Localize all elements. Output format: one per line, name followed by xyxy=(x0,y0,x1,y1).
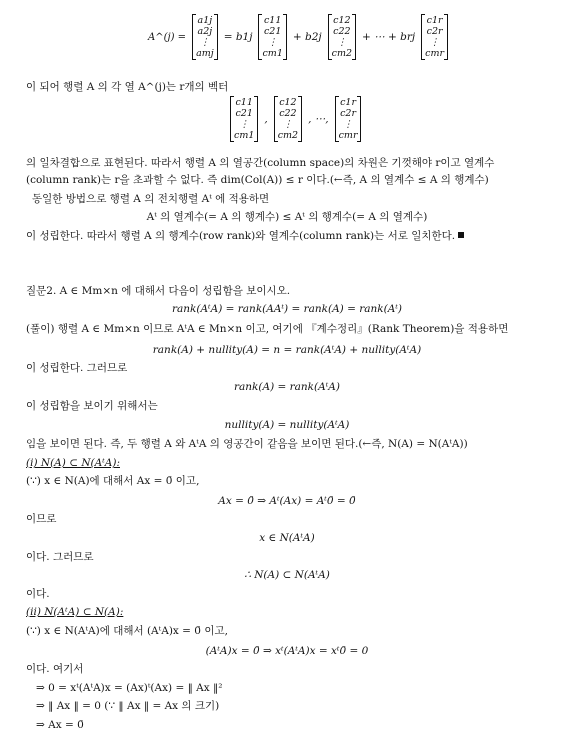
solution-line-1: (풀이) 행렬 A ∈ Mm×n 이므로 AᵗA ∈ Mn×n 이고, 여기에 『계수정리』(Rank Theorem)을 적용하면 xyxy=(26,323,509,335)
matrix-entry: c22 xyxy=(333,26,351,37)
solution-equation-3: nullity(A) = nullity(AᵗA) xyxy=(224,419,350,431)
vector-separator: , ⋯, xyxy=(308,113,329,125)
matrix-entry: a1j xyxy=(197,15,213,26)
matrix-entry: c1r xyxy=(426,15,443,26)
vector-c2 xyxy=(274,96,302,142)
matrix-entry: cmr xyxy=(338,130,358,141)
equation-vectors xyxy=(228,96,363,142)
matrix-column-c2 xyxy=(328,14,356,60)
equation-lhs: A^(j) = xyxy=(148,31,187,43)
part-i-line-3: 이다. 그러므로 xyxy=(26,551,94,563)
column-entries xyxy=(339,97,358,141)
coefficient-b1j: = b1j xyxy=(223,31,253,43)
matrix-entry: ⋮ xyxy=(200,37,210,48)
matrix-entry: c2r xyxy=(340,108,356,119)
solution-line-2: 이 성립한다. 그러므로 xyxy=(26,362,128,374)
matrix-entry: cmr xyxy=(425,48,445,59)
matrix-entry: c11 xyxy=(235,97,253,108)
vector-separator: , xyxy=(264,113,268,125)
column-entries xyxy=(332,15,352,59)
part-ii-step-1: ⇒ 0 = xᵗ(AᵗA)x = (Ax)ᵗ(Ax) = ‖ Ax ‖² xyxy=(36,682,223,694)
matrix-entry: c2r xyxy=(426,26,443,37)
part-ii-step-3: ⇒ Ax = 0̄ xyxy=(36,719,84,731)
part-ii-step-2: ⇒ ‖ Ax ‖ = 0 (∵ ‖ Ax ‖ = Ax 의 크기) xyxy=(36,700,220,712)
part-ii-equation-1: (AᵗA)x = 0̄ ⇒ xᵗ(AᵗA)x = xᵗ0̄ = 0 xyxy=(205,645,369,657)
matrix-entry: amj xyxy=(196,48,214,59)
column-entries xyxy=(278,97,298,141)
column-entries xyxy=(262,15,282,59)
matrix-column-cr xyxy=(421,14,448,60)
matrix-entry: cm1 xyxy=(262,48,283,59)
part-i-equation-1: Ax = 0̄ ⇒ Aᵗ(Ax) = Aᵗ0̄ = 0̄ xyxy=(218,495,356,507)
part-i-line-2: 이므로 xyxy=(26,513,57,525)
vector-cr xyxy=(335,96,362,142)
matrix-entry: ⋮ xyxy=(283,119,293,130)
equation-column-expansion xyxy=(148,14,450,60)
matrix-entry: c12 xyxy=(279,97,297,108)
conclusion-text: 이 성립한다. 따라서 행렬 A 의 행계수(row rank)와 열계수(column rank)는 서로 일치한다. xyxy=(26,230,456,242)
matrix-entry: cm2 xyxy=(277,130,299,141)
matrix-entry: c22 xyxy=(279,108,297,119)
matrix-entry: c21 xyxy=(235,108,253,119)
question-2-equation: rank(AᵗA) = rank(AAᵗ) = rank(A) = rank(Aᵗ) xyxy=(171,303,403,315)
matrix-entry: ⋮ xyxy=(239,119,249,130)
matrix-entry: ⋮ xyxy=(343,119,353,130)
matrix-entry: c1r xyxy=(340,97,356,108)
matrix-column-c1 xyxy=(258,14,286,60)
matrix-entry: c21 xyxy=(263,26,282,37)
matrix-entry: cm1 xyxy=(234,130,255,141)
part-i-line-1: (∵) x ∈ N(A)에 대해서 Ax = 0̄ 이고, xyxy=(26,475,200,487)
part-i-line-4: 이다. xyxy=(26,588,50,600)
part-ii-line-2: 이다. 여기서 xyxy=(26,663,84,675)
matrix-entry: ⋮ xyxy=(267,37,278,48)
solution-line-3: 이 성립함을 보이기 위해서는 xyxy=(26,400,158,412)
matrix-entry: ⋮ xyxy=(337,37,347,48)
column-entries xyxy=(234,97,254,141)
coefficient-b2j: + b2j xyxy=(292,31,322,43)
matrix-entry: ⋮ xyxy=(429,37,440,48)
text-line-1: 이 되어 행렬 A 의 각 열 A^(j)는 r개의 벡터 xyxy=(26,81,229,93)
matrix-column-a xyxy=(192,14,218,60)
part-i-equation-3: ∴ N(A) ⊂ N(AᵗA) xyxy=(244,569,330,581)
part-ii-heading: (ii) N(AᵗA) ⊂ N(A): xyxy=(26,606,124,618)
vector-c1 xyxy=(230,96,258,142)
column-entries xyxy=(425,15,444,59)
text-line-2: 의 일차결합으로 표현된다. 따라서 행렬 A 의 열공간(column space)의 차원은 기껏해야 r이고 열계수 xyxy=(26,157,495,169)
text-line-6 xyxy=(26,229,464,243)
matrix-entry: c11 xyxy=(263,15,282,26)
matrix-entry: c12 xyxy=(333,15,351,26)
solution-equation-2: rank(A) = rank(AᵗA) xyxy=(233,381,340,393)
column-entries xyxy=(196,15,214,59)
text-line-3: (column rank)는 r을 초과할 수 없다. 즉 dim(Col(A)) ≤ r 이다.(←즉, A 의 열계수 ≤ A 의 행계수) xyxy=(26,174,489,186)
text-line-5: Aᵗ 의 열계수(= A 의 행계수) ≤ Aᵗ 의 행계수(= A 의 열계수) xyxy=(146,211,428,223)
solution-line-4: 임을 보이면 된다. 즉, 두 행렬 A 와 AᵗA 의 영공간이 같음을 보이면 된다.(←즉, N(A) = N(AᵗA)) xyxy=(26,438,468,450)
part-i-equation-2: x ∈ N(AᵗA) xyxy=(259,532,315,544)
text-line-4: 동일한 방법으로 행렬 A 의 전치행렬 Aᵗ 에 적용하면 xyxy=(32,193,270,205)
coefficient-brj: + ⋯ + brj xyxy=(362,31,416,43)
part-ii-line-1: (∵) x ∈ N(AᵗA)에 대해서 (AᵗA)x = 0̄ 이고, xyxy=(26,625,228,637)
matrix-entry: cm2 xyxy=(331,48,353,59)
matrix-entry: a2j xyxy=(197,26,213,37)
part-i-heading: (i) N(A) ⊂ N(AᵗA): xyxy=(26,457,120,469)
solution-equation-1: rank(A) + nullity(A) = n = rank(AᵗA) + nullity(AᵗA) xyxy=(152,344,422,356)
question-2: 질문2. A ∈ Mm×n 에 대해서 다음이 성립함을 보이시오. xyxy=(26,285,291,297)
qed-square-icon xyxy=(458,232,464,238)
